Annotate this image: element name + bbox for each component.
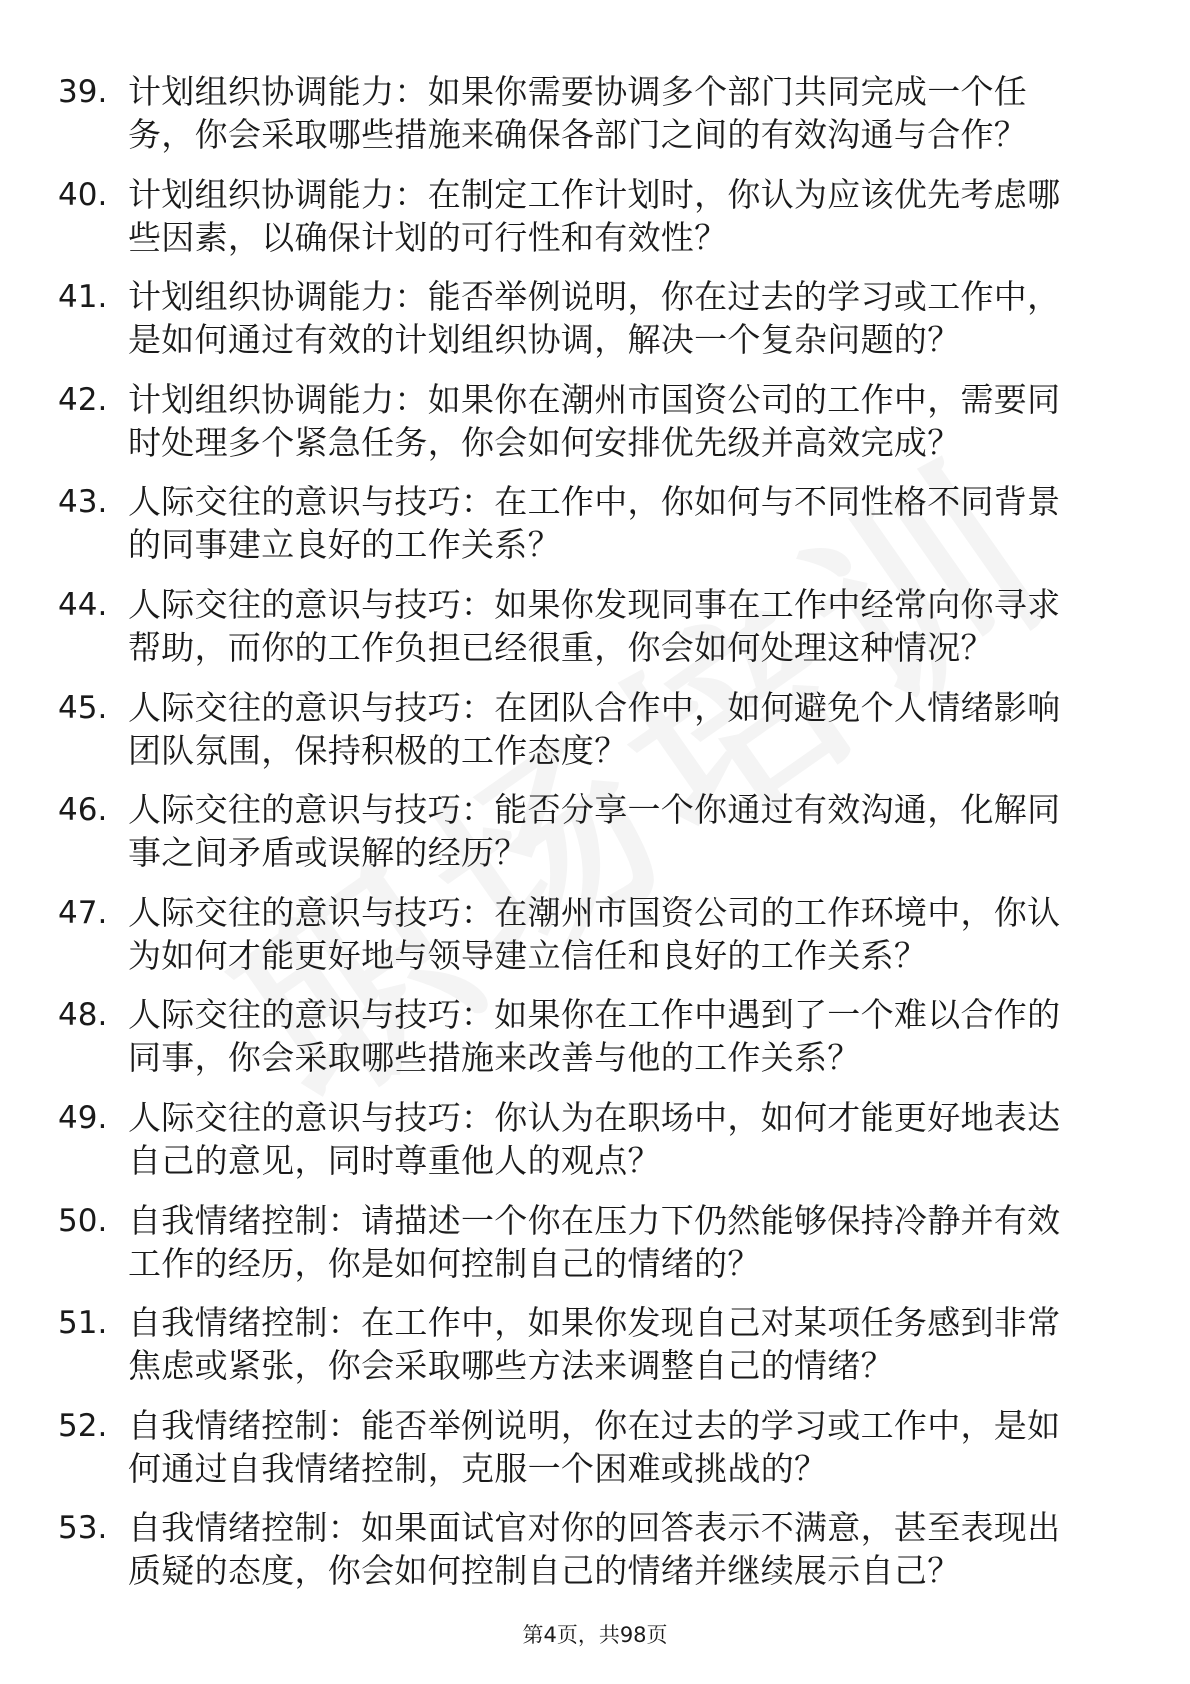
question-line: 计划组织协调能力：如果你需要协调多个部门共同完成一个任 — [128, 72, 1028, 111]
question-text — [128, 1506, 1128, 1592]
question-item — [0, 993, 1190, 1096]
question-line: 人际交往的意识与技巧：如果你在工作中遇到了一个难以合作的 — [128, 995, 1061, 1035]
question-line: 自我情绪控制：在工作中，如果你发现自己对某项任务感到非常 — [128, 1303, 1061, 1343]
question-line: 务，你会采取哪些措施来确保各部门之间的有效沟通与合作？ — [128, 115, 1028, 154]
question-line: 自己的意见，同时尊重他人的观点？ — [128, 1140, 661, 1180]
question-item — [0, 275, 1190, 378]
question-item — [0, 173, 1190, 276]
question-text — [128, 480, 1128, 566]
question-item — [0, 1199, 1190, 1302]
question-item — [0, 70, 1190, 173]
question-item — [0, 583, 1190, 686]
question-line: 帮助，而你的工作负担已经很重，你会如何处理这种情况？ — [128, 627, 994, 667]
question-text — [128, 993, 1128, 1079]
question-line: 工作的经历，你是如何控制自己的情绪的？ — [128, 1243, 761, 1283]
question-line: 人际交往的意识与技巧：在潮州市国资公司的工作环境中，你认 — [128, 892, 1061, 932]
question-number: 39. — [58, 74, 108, 110]
question-text — [128, 686, 1128, 772]
question-text — [128, 173, 1128, 259]
page-number-footer: 第4页，共98页 — [522, 1623, 668, 1647]
question-line: 计划组织协调能力：如果你在潮州市国资公司的工作中，需要同 — [128, 379, 1061, 419]
question-item — [0, 788, 1190, 891]
question-line: 为如何才能更好地与领导建立信任和良好的工作关系？ — [128, 935, 928, 975]
question-item — [0, 378, 1190, 481]
question-text — [128, 1301, 1128, 1387]
question-line: 是如何通过有效的计划组织协调，解决一个复杂问题的？ — [128, 320, 961, 360]
question-item — [0, 1096, 1190, 1199]
question-line: 同事，你会采取哪些措施来改善与他的工作关系？ — [128, 1038, 861, 1078]
question-line: 自我情绪控制：如果面试官对你的回答表示不满意，甚至表现出 — [128, 1508, 1061, 1548]
question-number: 48. — [58, 997, 108, 1034]
question-line: 人际交往的意识与技巧：在团队合作中，如何避免个人情绪影响 — [128, 687, 1061, 727]
question-number: 53. — [58, 1510, 108, 1547]
question-item — [0, 891, 1190, 994]
question-text — [128, 378, 1128, 464]
question-text — [128, 1199, 1128, 1285]
question-line: 计划组织协调能力：能否举例说明，你在过去的学习或工作中， — [128, 277, 1061, 317]
question-number: 40. — [58, 176, 108, 213]
question-item — [0, 1404, 1190, 1507]
question-line: 人际交往的意识与技巧：能否分享一个你通过有效沟通，化解同 — [128, 790, 1061, 830]
question-list — [0, 70, 1190, 1609]
question-line: 自我情绪控制：能否举例说明，你在过去的学习或工作中，是如 — [128, 1405, 1061, 1445]
question-line: 计划组织协调能力：在制定工作计划时，你认为应该优先考虑哪 — [128, 174, 1061, 214]
question-number: 43. — [58, 484, 108, 521]
question-line: 人际交往的意识与技巧：在工作中，你如何与不同性格不同背景 — [128, 482, 1061, 522]
question-text — [128, 1404, 1128, 1490]
question-line: 自我情绪控制：请描述一个你在压力下仍然能够保持冷静并有效 — [128, 1200, 1061, 1240]
question-number: 41. — [58, 279, 108, 316]
question-text — [128, 1096, 1128, 1182]
question-line: 何通过自我情绪控制，克服一个困难或挑战的？ — [128, 1448, 828, 1488]
question-text — [128, 275, 1128, 361]
question-line: 的同事建立良好的工作关系？ — [128, 525, 561, 565]
question-line: 些因素，以确保计划的可行性和有效性？ — [128, 217, 728, 257]
question-line: 焦虑或紧张，你会采取哪些方法来调整自己的情绪？ — [128, 1346, 894, 1386]
question-text — [128, 583, 1128, 669]
question-item — [0, 480, 1190, 583]
question-number: 42. — [58, 381, 108, 418]
question-number: 50. — [58, 1202, 108, 1239]
question-line: 事之间矛盾或误解的经历？ — [128, 833, 528, 873]
question-item — [0, 1506, 1190, 1609]
question-number: 51. — [58, 1305, 108, 1342]
question-item — [0, 1301, 1190, 1404]
question-number: 49. — [58, 1099, 108, 1136]
question-text — [128, 891, 1128, 977]
question-text — [128, 788, 1128, 874]
question-item — [0, 686, 1190, 789]
question-number: 47. — [58, 894, 108, 931]
question-line: 人际交往的意识与技巧：你认为在职场中，如何才能更好地表达 — [128, 1097, 1061, 1137]
question-line: 团队氛围，保持积极的工作态度？ — [128, 730, 628, 770]
question-number: 45. — [58, 689, 108, 726]
question-line: 人际交往的意识与技巧：如果你发现同事在工作中经常向你寻求 — [128, 584, 1061, 624]
question-text — [128, 70, 1128, 156]
question-number: 46. — [58, 792, 108, 829]
question-number: 52. — [58, 1407, 108, 1444]
question-line: 时处理多个紧急任务，你会如何安排优先级并高效完成？ — [128, 422, 961, 462]
question-line: 质疑的态度，你会如何控制自己的情绪并继续展示自己？ — [128, 1551, 961, 1591]
question-number: 44. — [58, 586, 108, 623]
